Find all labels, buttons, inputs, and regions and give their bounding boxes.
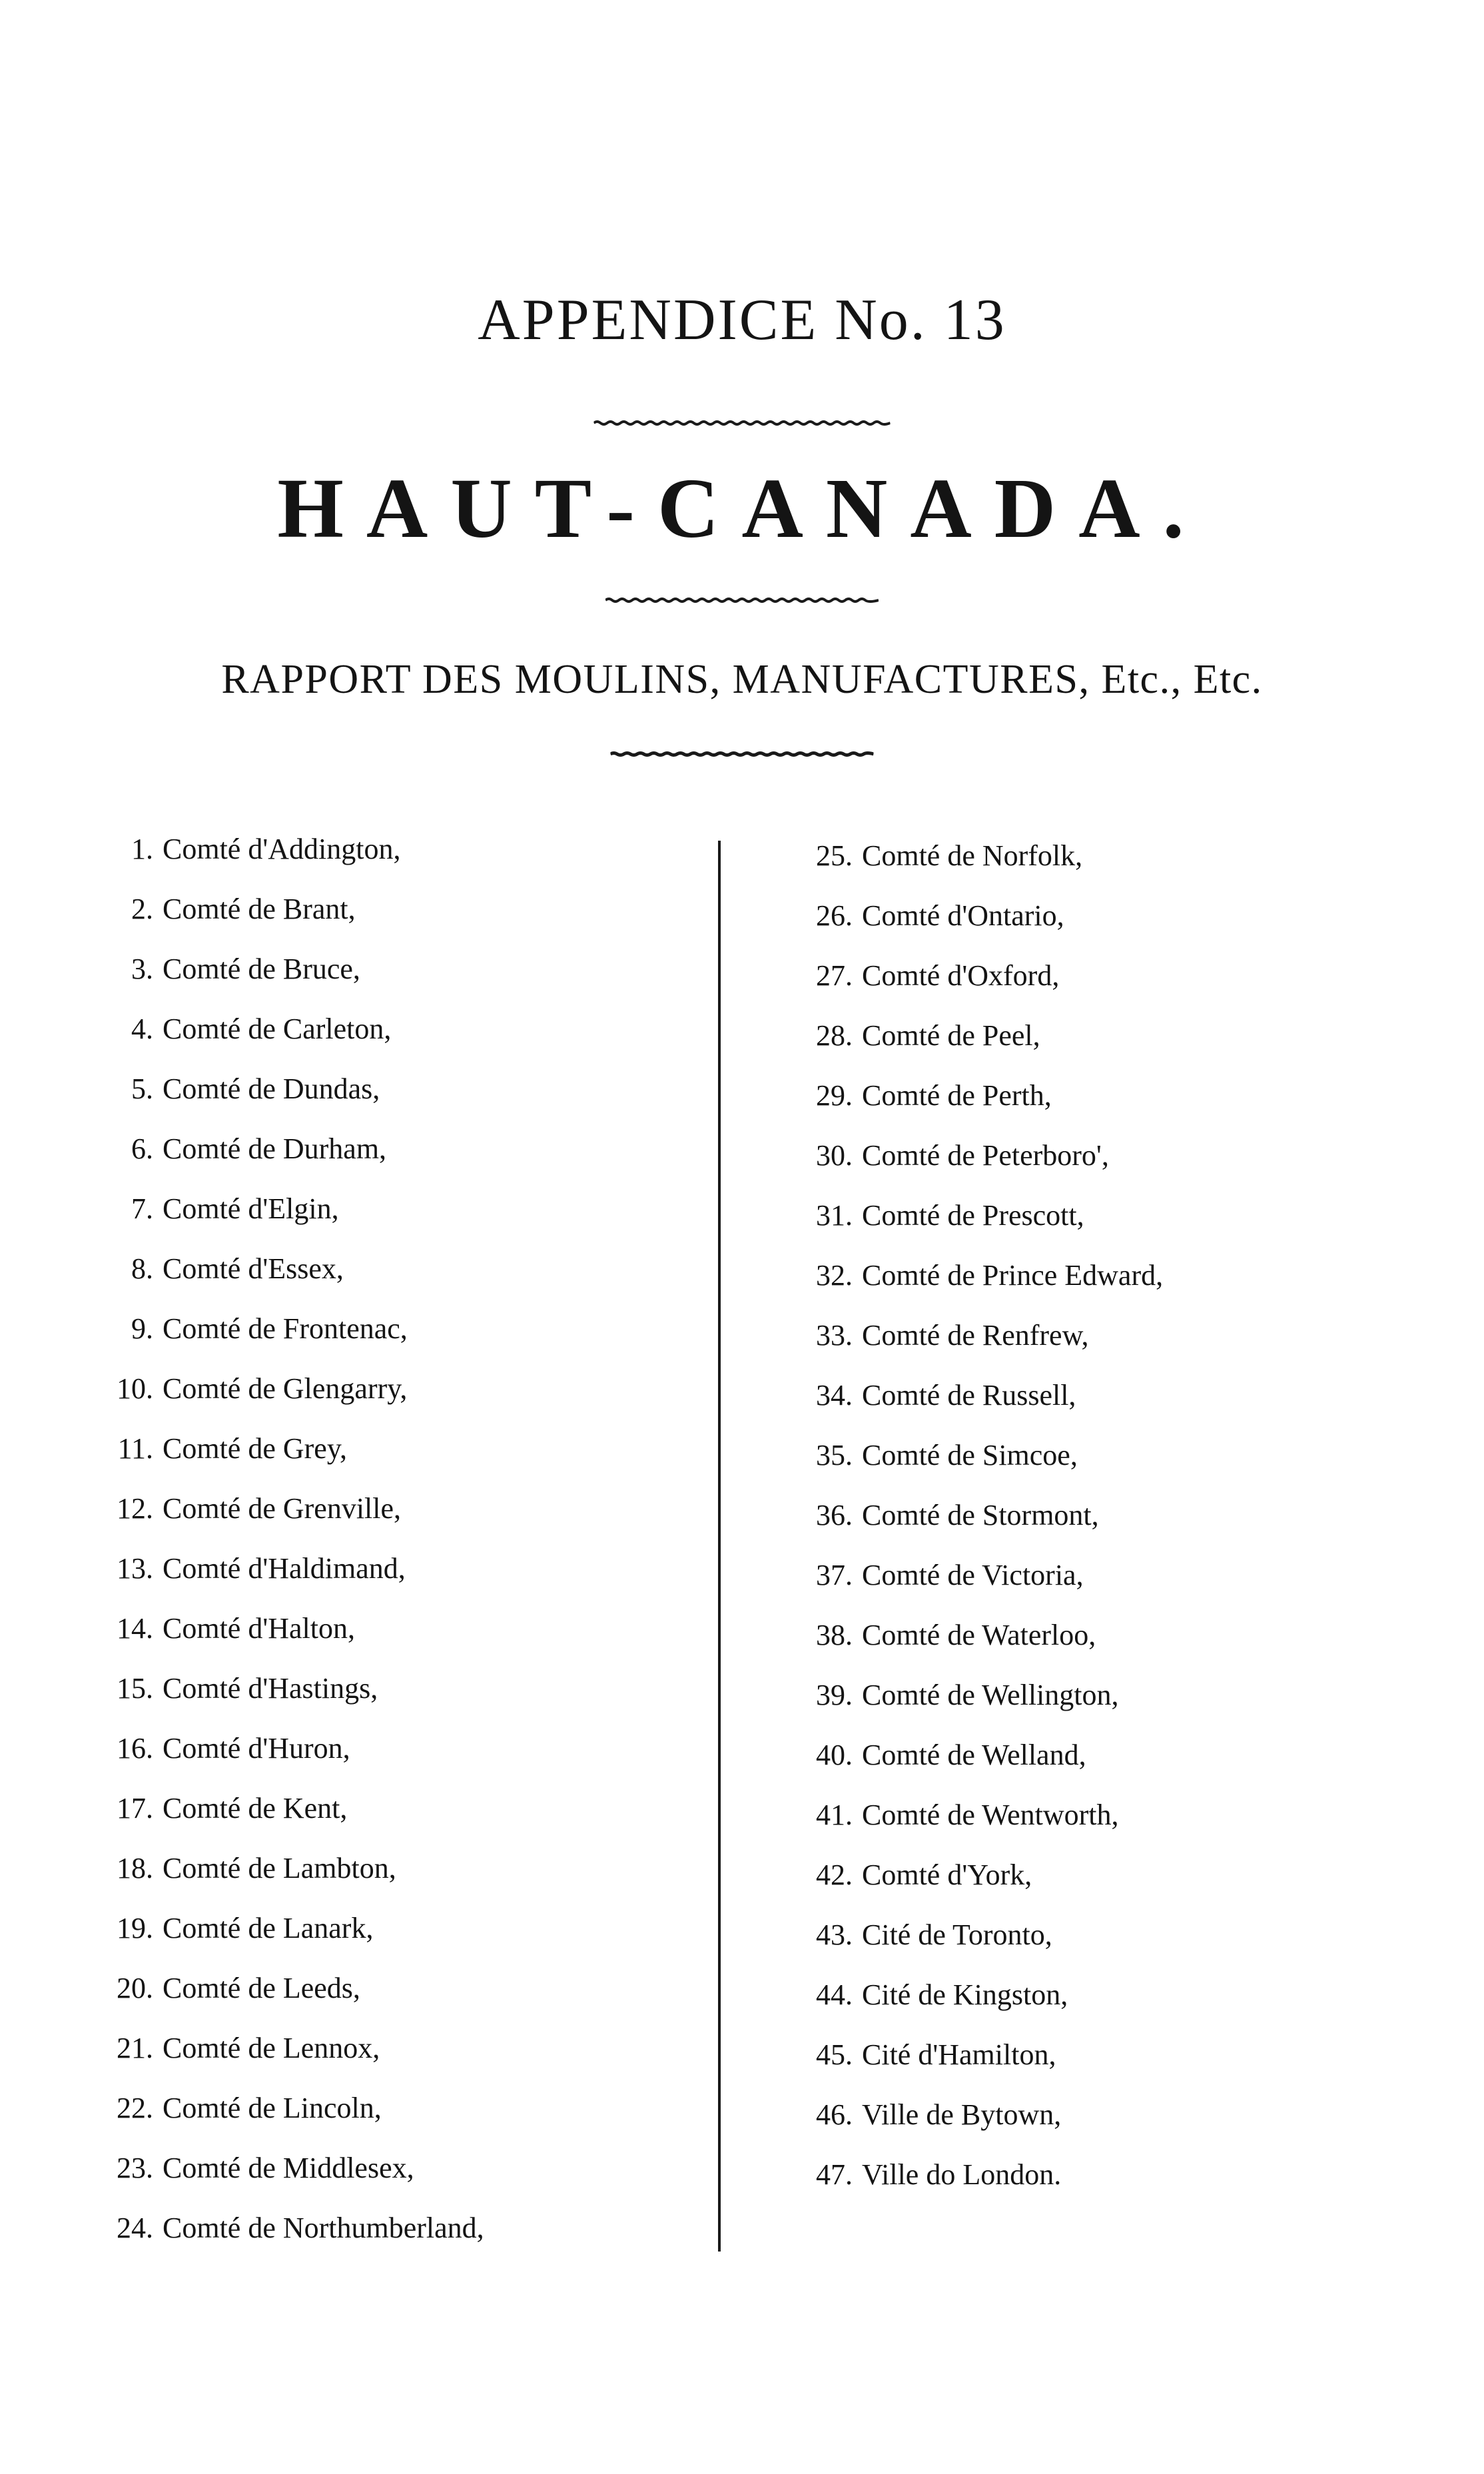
list-item-text: Comté de Renfrew, bbox=[862, 1319, 1089, 1352]
list-item bbox=[773, 946, 1372, 1006]
list-item bbox=[93, 1119, 706, 1179]
list-item-text: Comté de Stormont, bbox=[862, 1499, 1099, 1531]
list-item-text: Ville de Bytown, bbox=[862, 2098, 1062, 2131]
list-item bbox=[773, 1605, 1372, 1665]
list-item-text: Comté d'York, bbox=[862, 1858, 1032, 1891]
list-item bbox=[93, 1059, 706, 1119]
list-item-number: 3. bbox=[131, 953, 153, 985]
appendix-title: APPENDICE No. 13 bbox=[478, 288, 1006, 352]
list-item-text: Comté de Northumberland, bbox=[163, 2212, 484, 2244]
list-item-text: Comté de Carleton, bbox=[163, 1013, 392, 1045]
list-item bbox=[773, 1306, 1372, 1366]
list-item bbox=[773, 1426, 1372, 1485]
list-item-text: Comté de Middlesex, bbox=[163, 2152, 414, 2184]
list-item-number: 37. bbox=[816, 1559, 853, 1591]
list-item-text: Comté d'Elgin, bbox=[163, 1192, 339, 1225]
list-item-text: Comté d'Essex, bbox=[163, 1252, 344, 1285]
list-item-text: Comté de Durham, bbox=[163, 1132, 387, 1165]
list-item-text: Comté de Welland, bbox=[862, 1739, 1086, 1771]
list-item bbox=[93, 999, 706, 1059]
list-item-number: 41. bbox=[816, 1799, 853, 1831]
list-item bbox=[773, 2145, 1372, 2205]
list-item bbox=[93, 1359, 706, 1419]
list-item-number: 4. bbox=[131, 1013, 153, 1045]
list-item-number: 14. bbox=[117, 1612, 153, 1645]
list-item bbox=[773, 1126, 1372, 1186]
list-item-number: 6. bbox=[131, 1132, 153, 1165]
sub-heading bbox=[0, 656, 1484, 703]
list-item-text: Comté d'Ontario, bbox=[862, 899, 1064, 932]
list-item-number: 26. bbox=[816, 899, 853, 932]
list-item bbox=[773, 1905, 1372, 1965]
list-item-text: Comté d'Oxford, bbox=[862, 959, 1060, 992]
list-item-number: 8. bbox=[131, 1252, 153, 1285]
list-item bbox=[773, 1186, 1372, 1246]
list-item-number: 7. bbox=[131, 1192, 153, 1225]
list-item-number: 21. bbox=[117, 2032, 153, 2064]
list-item-text: Comté de Brant, bbox=[163, 893, 356, 925]
list-item-text: Comté de Grey, bbox=[163, 1432, 347, 1465]
list-item-number: 23. bbox=[117, 2152, 153, 2184]
list-item-text: Comté de Dundas, bbox=[163, 1072, 380, 1105]
list-item-number: 5. bbox=[131, 1072, 153, 1105]
list-item-number: 43. bbox=[816, 1918, 853, 1951]
list-item-number: 12. bbox=[117, 1492, 153, 1525]
right-column-list bbox=[773, 826, 1372, 2205]
list-item-number: 25. bbox=[816, 839, 853, 872]
list-item bbox=[93, 1839, 706, 1898]
list-item-number: 24. bbox=[117, 2212, 153, 2244]
list-item-number: 32. bbox=[816, 1259, 853, 1292]
list-item-number: 39. bbox=[816, 1679, 853, 1711]
sub-heading-etc: Etc., Etc. bbox=[1101, 657, 1263, 702]
list-item-text: Comté de Perth, bbox=[862, 1079, 1052, 1112]
decorative-rule bbox=[611, 751, 874, 757]
list-item-number: 30. bbox=[816, 1139, 853, 1172]
list-item-number: 2. bbox=[131, 893, 153, 925]
list-item-number: 29. bbox=[816, 1079, 853, 1112]
list-item bbox=[773, 2085, 1372, 2145]
list-item-text: Comté d'Hastings, bbox=[163, 1672, 378, 1705]
list-item-text: Comté d'Halton, bbox=[163, 1612, 356, 1645]
list-item-number: 47. bbox=[816, 2158, 853, 2191]
list-item-text: Comté de Simcoe, bbox=[862, 1439, 1078, 1471]
list-item-text: Comté de Grenville, bbox=[163, 1492, 402, 1525]
list-item-number: 1. bbox=[131, 833, 153, 865]
list-item-number: 27. bbox=[816, 959, 853, 992]
list-item bbox=[93, 1299, 706, 1359]
list-item-text: Comté de Glengarry, bbox=[163, 1372, 408, 1405]
list-item-number: 10. bbox=[117, 1372, 153, 1405]
list-item-text: Comté de Peterboro', bbox=[862, 1139, 1109, 1172]
list-item-text: Ville do London. bbox=[862, 2158, 1062, 2191]
list-item bbox=[93, 1958, 706, 2018]
list-item bbox=[93, 879, 706, 939]
list-item bbox=[773, 1845, 1372, 1905]
list-item bbox=[93, 1898, 706, 1958]
list-item-text: Cité d'Hamilton, bbox=[862, 2038, 1056, 2071]
list-item-text: Comté de Peel, bbox=[862, 1019, 1040, 1052]
list-item-number: 18. bbox=[117, 1852, 153, 1884]
list-item-text: Comté de Waterloo, bbox=[862, 1619, 1096, 1651]
list-item-text: Comté de Lanark, bbox=[163, 1912, 374, 1944]
list-item-text: Comté de Bruce, bbox=[163, 953, 360, 985]
list-item-text: Cité de Toronto, bbox=[862, 1918, 1052, 1951]
list-item-text: Comté de Leeds, bbox=[163, 1972, 360, 2004]
list-item-number: 20. bbox=[117, 1972, 153, 2004]
list-item-text: Comté de Lambton, bbox=[163, 1852, 396, 1884]
list-item-number: 36. bbox=[816, 1499, 853, 1531]
list-item bbox=[93, 1539, 706, 1599]
list-item-text: Comté de Frontenac, bbox=[163, 1312, 408, 1345]
list-item-number: 9. bbox=[131, 1312, 153, 1345]
main-heading: HAUT-CANADA. bbox=[277, 461, 1207, 556]
list-item bbox=[773, 1246, 1372, 1306]
list-item-number: 34. bbox=[816, 1379, 853, 1412]
list-item-number: 17. bbox=[117, 1792, 153, 1825]
list-item bbox=[93, 2198, 706, 2258]
list-item-number: 15. bbox=[117, 1672, 153, 1705]
list-item-text: Comté de Russell, bbox=[862, 1379, 1076, 1412]
list-item-text: Comté d'Haldimand, bbox=[163, 1552, 406, 1585]
list-item bbox=[93, 1479, 706, 1539]
decorative-rule bbox=[605, 597, 879, 604]
list-item-number: 46. bbox=[816, 2098, 853, 2131]
list-item bbox=[93, 1659, 706, 1719]
list-item bbox=[773, 1545, 1372, 1605]
list-item bbox=[93, 1239, 706, 1299]
list-item-text: Comté de Wentworth, bbox=[862, 1799, 1119, 1831]
list-item bbox=[773, 1785, 1372, 1845]
list-item-number: 16. bbox=[117, 1732, 153, 1765]
list-item bbox=[93, 939, 706, 999]
list-item-text: Comté de Victoria, bbox=[862, 1559, 1084, 1591]
list-item bbox=[93, 2018, 706, 2078]
list-item-number: 44. bbox=[816, 1978, 853, 2011]
list-item-text: Comté de Lincoln, bbox=[163, 2092, 382, 2124]
list-item-number: 22. bbox=[117, 2092, 153, 2124]
list-item bbox=[773, 826, 1372, 886]
list-item-number: 38. bbox=[816, 1619, 853, 1651]
list-item-number: 42. bbox=[816, 1858, 853, 1891]
list-item-number: 19. bbox=[117, 1912, 153, 1944]
list-item bbox=[773, 1366, 1372, 1426]
list-item-text: Comté de Norfolk, bbox=[862, 839, 1083, 872]
list-item-number: 33. bbox=[816, 1319, 853, 1352]
sub-heading-main: RAPPORT DES MOULINS, MANUFACTURES, bbox=[221, 657, 1090, 702]
left-column-list bbox=[93, 819, 706, 2258]
list-item bbox=[773, 2025, 1372, 2085]
list-item-text: Comté de Prince Edward, bbox=[862, 1259, 1164, 1292]
list-item-number: 11. bbox=[117, 1432, 153, 1465]
list-item-text: Comté de Lennox, bbox=[163, 2032, 380, 2064]
list-item-number: 13. bbox=[117, 1552, 153, 1585]
list-item bbox=[773, 1665, 1372, 1725]
list-item bbox=[93, 819, 706, 879]
list-item bbox=[773, 886, 1372, 946]
list-item bbox=[93, 1779, 706, 1839]
list-item-text: Comté de Wellington, bbox=[862, 1679, 1119, 1711]
decorative-rule bbox=[594, 420, 891, 426]
list-item-number: 35. bbox=[816, 1439, 853, 1471]
list-item-number: 45. bbox=[816, 2038, 853, 2071]
list-item-text: Comté d'Huron, bbox=[163, 1732, 350, 1765]
list-item-text: Comté d'Addington, bbox=[163, 833, 401, 865]
list-item bbox=[93, 2138, 706, 2198]
list-item bbox=[773, 1066, 1372, 1126]
column-divider bbox=[718, 841, 721, 2252]
list-item bbox=[773, 1725, 1372, 1785]
list-item bbox=[93, 1599, 706, 1659]
list-item-text: Comté de Kent, bbox=[163, 1792, 348, 1825]
list-item bbox=[93, 1179, 706, 1239]
list-item bbox=[93, 1419, 706, 1479]
list-item-text: Cité de Kingston, bbox=[862, 1978, 1068, 2011]
list-item-text: Comté de Prescott, bbox=[862, 1199, 1084, 1232]
list-item bbox=[773, 1965, 1372, 2025]
list-item-number: 40. bbox=[816, 1739, 853, 1771]
list-item bbox=[93, 1719, 706, 1779]
list-item-number: 28. bbox=[816, 1019, 853, 1052]
list-item bbox=[773, 1485, 1372, 1545]
list-item bbox=[773, 1006, 1372, 1066]
list-item-number: 31. bbox=[816, 1199, 853, 1232]
list-item bbox=[93, 2078, 706, 2138]
